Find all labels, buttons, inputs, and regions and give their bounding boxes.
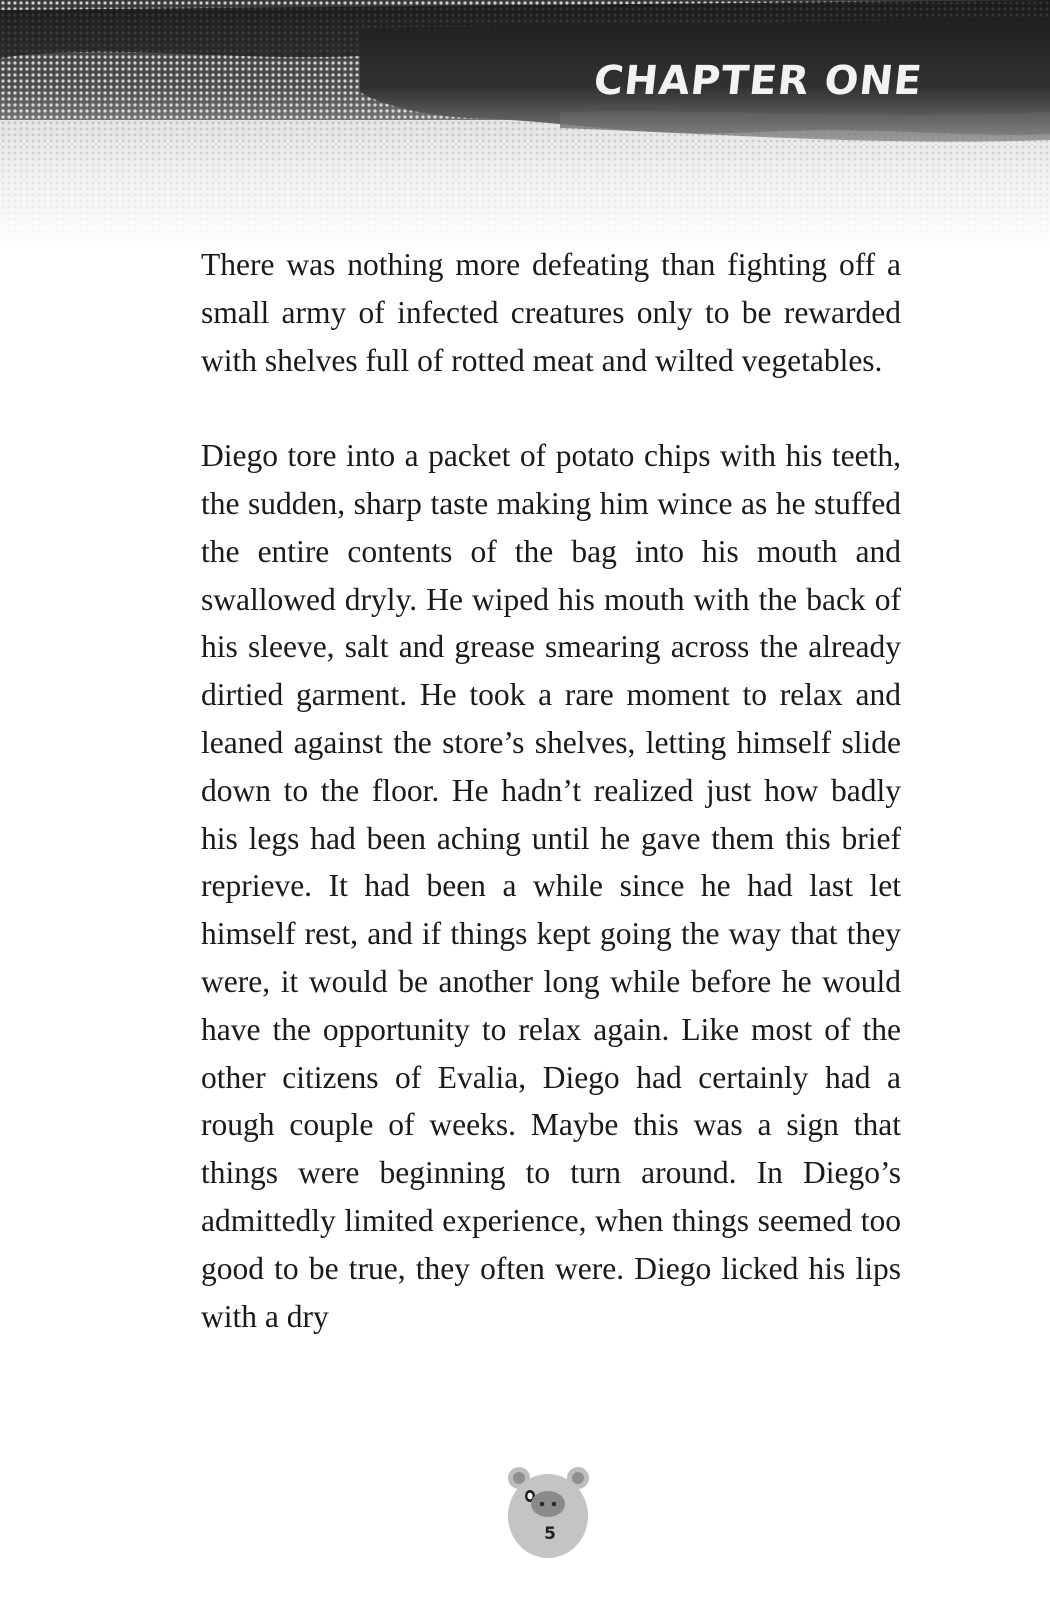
paragraph: Diego tore into a packet of potato chips with his teeth, the sudden, sharp taste making him wince as he stuffed the entire contents of the bag into his mouth and swallowed dryly. He wiped his mouth with the back of his sleeve, salt and grease smearing across the already dirtied garment. He took a rare moment to relax and leaned against the store’s shelves, letting himself slide down to the floor. He hadn’t realized just how badly his legs had been aching until he gave them this brief reprieve. It had been a while since he had last let himself rest, and if things kept going the way that they were, it would be another long while before he would have the opportunity to relax again. Like most of the other citizens of Evalia, Diego had certainly had a rough couple of weeks. Maybe this was a sign that things were beginning to turn around. In Diego’s admittedly limited experience, when things seemed too good to be true, they often were. Diego licked his lips with a dry bbox=[201, 438, 901, 1334]
chapter-body bbox=[201, 241, 901, 1340]
chapter-header-banner bbox=[0, 0, 1050, 250]
page-folio bbox=[505, 1462, 595, 1562]
halftone-brush-background bbox=[0, 0, 1050, 250]
pig-head-icon bbox=[505, 1462, 595, 1562]
chapter-title: CHAPTER ONE bbox=[591, 58, 925, 104]
page-number: 5 bbox=[544, 1524, 556, 1544]
paragraph: There was nothing more defeating than fighting off a small army of infected creatures only to be rewarded with shelves full of rotted meat and wilted vegetables. bbox=[201, 247, 901, 378]
